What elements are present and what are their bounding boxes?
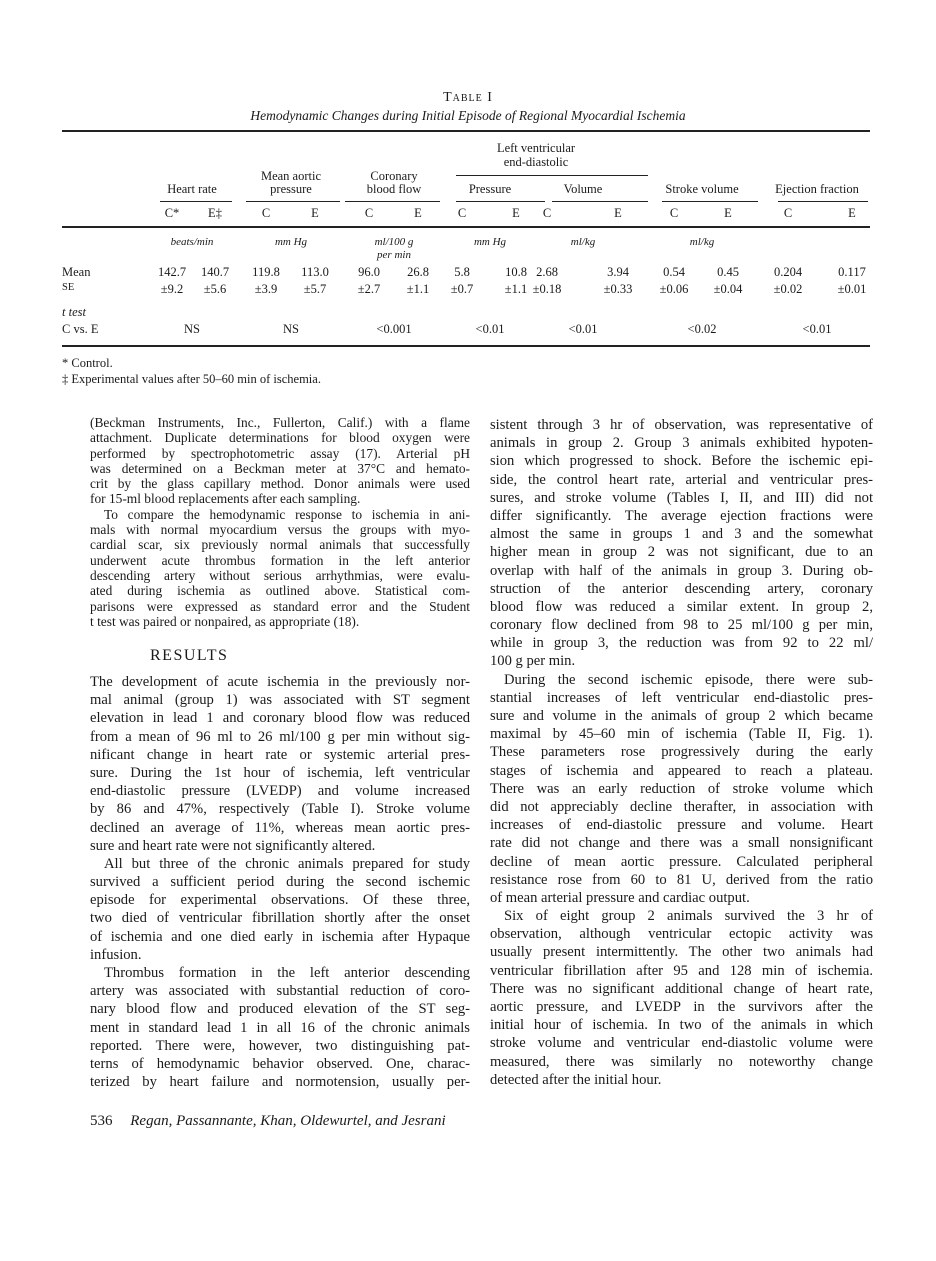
- text-line: survived a sufficient period during the second ischemic: [90, 874, 470, 891]
- unit-label: mm Hg: [473, 236, 507, 248]
- ttest-value: <0.01: [568, 322, 598, 336]
- text-line: nificant change in heart rate or systemic arterial pres-: [90, 746, 470, 763]
- ttest-value: NS: [283, 322, 299, 336]
- table-cell: 26.8: [407, 265, 429, 279]
- subcolumn-header: E: [724, 206, 732, 220]
- text-line: usually present intermittently. The other two animals had: [490, 944, 873, 961]
- text-line: mals with normal myocardium versus the groups with myo-: [90, 522, 470, 538]
- results-heading: RESULTS: [150, 647, 229, 664]
- text-line: stages of ischemia and appeared to reach a plateau.: [490, 762, 873, 779]
- footnote-experimental: ‡ Experimental values after 50–60 min of ischemia.: [62, 372, 321, 386]
- subcolumn-header: C*: [164, 206, 180, 220]
- text-line: initial hour of ischemia. In two of the animals in which: [490, 1017, 873, 1034]
- table-cell: ±0.04: [713, 282, 743, 296]
- table-title: Table I: [443, 90, 493, 105]
- text-line: of mean arterial pressure and cardiac output.: [490, 889, 750, 906]
- column-group-header: Volume: [563, 182, 603, 196]
- table-header-rule: [62, 226, 870, 228]
- paragraph: [90, 507, 470, 629]
- ttest-row-label: C vs. E: [62, 322, 99, 336]
- paragraph: [490, 416, 873, 671]
- ttest-label: t test: [62, 305, 86, 319]
- table-cell: 142.7: [157, 265, 187, 279]
- table-cell: ±1.1: [504, 282, 528, 296]
- text-line: declined an average of 11%, whereas mean aortic pres-: [90, 819, 470, 836]
- table-top-rule: [62, 130, 870, 132]
- text-line: coronary flow declined from 98 to 25 ml/100 g per min,: [490, 617, 873, 634]
- text-line: decline of mean aortic pressure. Calculated peripheral: [490, 853, 873, 870]
- ttest-value: <0.01: [475, 322, 505, 336]
- text-line: During the second ischemic episode, there were sub-: [504, 671, 873, 688]
- text-line: sure and heart rate were not significantly altered.: [90, 837, 376, 854]
- text-line: elevation in lead 1 and coronary blood flow was reduced: [90, 710, 470, 727]
- text-line: resistance rose from 60 to 81 U, derived from the ratio: [490, 871, 873, 888]
- subcolumn-header: E: [311, 206, 319, 220]
- subcolumn-header: E: [614, 206, 622, 220]
- column-group-header: blood flow: [366, 182, 422, 196]
- table-cell: 0.54: [663, 265, 685, 279]
- paragraph: [490, 907, 873, 1089]
- text-line: episode for experimental observations. Of these three,: [90, 892, 470, 909]
- text-line: parisons were expressed as standard error and the Student: [90, 598, 470, 614]
- text-line: struction of the anterior descending artery, coronary: [490, 580, 873, 597]
- text-line: t test was paired or nonpaired, as appropriate (18).: [90, 613, 360, 629]
- left-column-top: [90, 415, 470, 629]
- table-cell: 3.94: [607, 265, 629, 279]
- text-line: infusion.: [90, 946, 142, 963]
- column-group-header: Pressure: [468, 182, 512, 196]
- text-line: sure and volume in the animals of group 2 which became: [490, 708, 873, 724]
- text-line: side, the control heart rate, arterial and ventricular pres-: [490, 471, 873, 488]
- paragraph: [90, 673, 470, 855]
- text-line: did not appreciably decline therafter, in association with: [490, 798, 873, 815]
- paragraph: [90, 855, 470, 964]
- column-group-header: Mean aortic: [260, 169, 322, 183]
- table-cell: 5.8: [454, 265, 470, 279]
- table-cell: ±0.18: [532, 282, 562, 296]
- table-cell: 10.8: [505, 265, 527, 279]
- table-cell: 0.45: [717, 265, 739, 279]
- running-authors: Regan, Passannante, Khan, Oldewurtel, and Jesrani: [130, 1113, 446, 1129]
- text-line: nary blood flow and produced elevation of the ST seg-: [90, 1001, 470, 1018]
- unit-label: beats/min: [170, 236, 214, 248]
- subcolumn-header: C: [783, 206, 793, 220]
- text-line: Thrombus formation in the left anterior descending: [104, 965, 470, 981]
- text-line: detected after the initial hour.: [490, 1071, 662, 1088]
- lv-header-line2: end-diastolic: [503, 155, 569, 169]
- column-group-header: Heart rate: [167, 182, 217, 196]
- column-group-rule: [662, 201, 758, 202]
- table-cell: ±5.6: [203, 282, 227, 296]
- text-line: aortic pressure, and LVEDP in the survivors after the: [490, 999, 873, 1015]
- subcolumn-header: C: [542, 206, 552, 220]
- table-cell: ±9.2: [160, 282, 184, 296]
- table-cell: 113.0: [301, 265, 329, 279]
- ttest-value: <0.001: [376, 322, 412, 336]
- lv-header-line1: Left ventricular: [496, 141, 576, 155]
- text-line: increases of end-diastolic pressure and volume. Heart: [490, 817, 873, 834]
- text-line: higher mean in group 2 was not significant, due to an: [490, 544, 873, 561]
- page-number: 536: [90, 1113, 113, 1129]
- paragraph: [90, 964, 470, 1091]
- text-line: These parameters rose progressively during the early: [490, 744, 873, 761]
- row-label: Mean: [62, 265, 91, 279]
- column-group-rule: [456, 201, 545, 202]
- text-line: crit by the glass capillary method. Donor animals were used: [90, 476, 470, 492]
- footnote-control: * Control.: [62, 356, 113, 370]
- unit-label: ml/kg: [689, 236, 715, 248]
- text-line: terns of hemodynamic behavior observed. One, charac-: [90, 1055, 470, 1072]
- table-cell: 119.8: [252, 265, 280, 279]
- page-footer: [90, 1113, 446, 1130]
- text-line: of ischemia and one died early in ischemia after Hypaque: [90, 928, 470, 945]
- paragraph: [490, 671, 873, 907]
- text-line: sure. During the 1st hour of ischemia, left ventricular: [90, 764, 470, 781]
- subcolumn-header: C: [669, 206, 679, 220]
- column-group-header: pressure: [270, 182, 312, 196]
- table-cell: ±0.02: [773, 282, 803, 296]
- subcolumn-header: C: [364, 206, 374, 220]
- column-group-header: Coronary: [370, 169, 418, 183]
- text-line: sistent through 3 hr of observation, was representative of: [490, 417, 873, 433]
- table-subtitle: Hemodynamic Changes during Initial Episode of Regional Myocardial Ischemia: [250, 108, 686, 123]
- paragraph: [90, 415, 470, 507]
- text-line: terized by heart failure and normotension, usually per-: [90, 1074, 470, 1091]
- lv-header-rule: [456, 175, 648, 176]
- table-cell: 96.0: [358, 265, 380, 279]
- subcolumn-header: E: [848, 206, 856, 220]
- column-group-rule: [246, 201, 340, 202]
- text-line: mal animal (group 1) was associated with ST segment: [90, 692, 470, 709]
- text-line: while in group 3, the reduction was from 92 to 22 ml/: [490, 635, 873, 652]
- unit-label: ml/kg: [570, 236, 596, 248]
- table-bottom-rule: [62, 345, 870, 347]
- ttest-value: <0.01: [802, 322, 832, 336]
- text-line: measured, there was similarly no noteworthy change: [490, 1053, 873, 1070]
- column-group-rule: [552, 201, 648, 202]
- left-column-results: [90, 673, 470, 1091]
- text-line: stantial increases of left ventricular end-diastolic pres-: [490, 689, 873, 706]
- text-line: reported. There were, however, two distinguishing pat-: [90, 1037, 470, 1054]
- ttest-value: <0.02: [687, 322, 717, 336]
- text-line: Six of eight group 2 animals survived the 3 hr of: [504, 908, 873, 925]
- ttest-value: NS: [184, 322, 200, 336]
- right-column: [490, 416, 873, 1089]
- unit-label: ml/100 g: [374, 236, 414, 248]
- unit-label: per min: [377, 249, 411, 261]
- text-line: ment in standard lead 1 in all 16 of the chronic animals: [90, 1019, 470, 1036]
- text-line: stroke volume and ventricular end-diastolic volume were: [490, 1035, 873, 1052]
- subcolumn-header: C: [261, 206, 271, 220]
- text-line: by 86 and 47%, respectively (Table I). Stroke volume: [90, 801, 470, 818]
- text-line: (Beckman Instruments, Inc., Fullerton, Calif.) with a flame: [90, 415, 470, 430]
- text-line: sures, and stroke volume (Tables I, II, and III) did not: [490, 489, 873, 506]
- text-line: cardial scar, six previously normal animals that successfully: [90, 537, 470, 553]
- text-line: ventricular fibrillation after 95 and 128 min of ischemia.: [490, 962, 873, 979]
- text-line: maximal by 45–60 min of ischemia (Table II, Fig. 1).: [490, 726, 873, 743]
- text-line: for 15-ml blood replacements after each sampling.: [90, 491, 361, 507]
- text-line: descending artery without serious arrhythmias, were evalu-: [90, 567, 470, 583]
- text-line: end-diastolic pressure (LVEDP) and volume increased: [90, 783, 470, 800]
- row-label: SE: [62, 282, 75, 293]
- text-line: The development of acute ischemia in the previously nor-: [90, 674, 470, 690]
- column-group-header: Stroke volume: [665, 182, 739, 196]
- column-group-rule: [345, 201, 440, 202]
- subcolumn-header: C: [457, 206, 467, 220]
- text-line: two died of ventricular fibrillation shortly after the onset: [90, 910, 470, 927]
- table-cell: 2.68: [536, 265, 558, 279]
- subcolumn-header: E: [414, 206, 422, 220]
- text-line: underwent acute thrombus formation in the left anterior: [90, 552, 470, 568]
- text-line: overlap with half of the animals in group 3. During ob-: [490, 562, 873, 579]
- table-cell: ±5.7: [303, 282, 327, 296]
- text-line: attachment. Duplicate determinations for blood oxygen were: [90, 430, 470, 446]
- text-line: artery was associated with substantial reduction of coro-: [90, 983, 470, 1000]
- table-cell: 140.7: [200, 265, 230, 279]
- table-cell: ±0.7: [450, 282, 474, 296]
- unit-label: mm Hg: [274, 236, 308, 248]
- subcolumn-header: E‡: [208, 206, 222, 220]
- column-group-rule: [778, 201, 868, 202]
- text-line: There was no significant additional change of heart rate,: [490, 980, 873, 997]
- text-line: from a mean of 96 ml to 26 ml/100 g per min without sig-: [90, 728, 470, 745]
- table-cell: ±0.06: [659, 282, 689, 296]
- column-group-header: Ejection fraction: [775, 182, 859, 196]
- text-line: 100 g per min.: [490, 653, 576, 670]
- text-line: differ significantly. The average ejection fractions were: [490, 507, 873, 524]
- text-line: observation, although ventricular ectopic activity was: [490, 926, 873, 943]
- text-line: To compare the hemodynamic response to ischemia in ani-: [104, 506, 470, 522]
- table-cell: ±0.01: [837, 282, 867, 296]
- text-line: ated during ischemia as outlined above. Statistical com-: [90, 583, 470, 599]
- table-cell: ±2.7: [357, 282, 381, 296]
- text-line: rate did not change and there was a small nonsignificant: [490, 835, 873, 852]
- table-cell: ±3.9: [254, 282, 278, 296]
- text-line: blood flow was reduced a similar extent. In group 2,: [490, 598, 873, 615]
- table-cell: 0.117: [838, 265, 866, 279]
- table-cell: ±0.33: [603, 282, 633, 296]
- text-line: sion which progressed to shock. Before the ischemic epi-: [490, 453, 873, 470]
- table-1: [0, 0, 936, 400]
- column-group-rule: [160, 201, 232, 202]
- text-line: There was an early reduction of stroke volume which: [490, 780, 873, 797]
- text-line: animals in group 2. Group 3 animals exhibited hypoten-: [490, 435, 873, 452]
- text-line: performed by spectrophotometric assay (17). Arterial pH: [90, 445, 470, 461]
- text-line: almost the same in groups 1 and 3 and the somewhat: [490, 526, 873, 543]
- table-cell: 0.204: [773, 265, 803, 279]
- text-line: All but three of the chronic animals prepared for study: [104, 855, 470, 872]
- table-cell: ±1.1: [406, 282, 430, 296]
- subcolumn-header: E: [512, 206, 520, 220]
- text-line: was determined on a Beckman meter at 37°C and hemato-: [90, 460, 470, 476]
